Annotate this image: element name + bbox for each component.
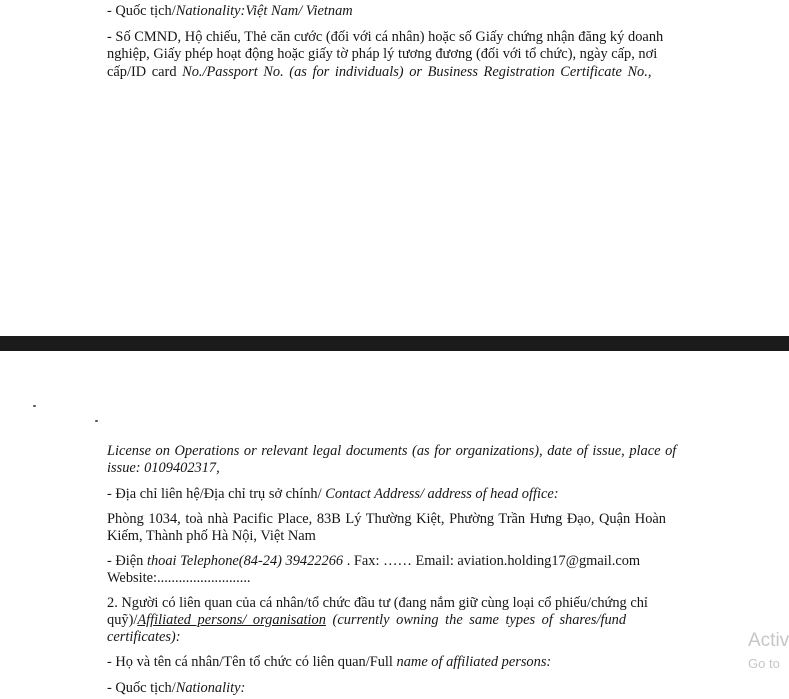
address-line-1: Phòng 1034, toà nhà Pacific Place, 83B Lý Thường Kiệt, Phường Trần Hưng Đạo, Quận Hoàn [107,511,666,527]
affiliated-name-line: - Họ và tên cá nhân/Tên tổ chức có liên quan/Full name of affiliated persons: [107,654,552,670]
scan-speck [95,420,98,422]
activation-watermark-title: Activ [748,630,789,651]
affiliated-line-1: 2. Người có liên quan của cá nhân/tổ chức đầu tư (đang nắm giữ cùng loại cổ phiếu/chứng chỉ [107,595,648,611]
phone-line: - Điện thoai Telephone(84-24) 39422266 . Fax: …… Email: aviation.holding17@gmail.com [107,553,641,569]
website-line: Website:.......................... [107,570,251,586]
page-break-bar [0,336,789,351]
address-line-2: Kiếm, Thành phố Hà Nội, Việt Nam [107,528,316,544]
id-line-2: nghiệp, Giấy phép hoạt động hoặc giấy tờ pháp lý tương đương (đối với tổ chức), ngày cấp, nơi [107,46,658,62]
address-label: - Địa chỉ liên hệ/Địa chỉ trụ sở chính/ Contact Address/ address of head office: [107,486,559,502]
license-line-2: issue: 0109402317, [107,460,220,476]
affiliated-line-2: quỹ)/Affiliated persons/ organisation (currently owning the same types of shares/fund [107,612,627,628]
nationality-line: - Quốc tịch/Nationality:Việt Nam/ Vietnam [107,3,353,19]
id-line-3: cấp/ID card No./Passport No. (as for individuals) or Business Registration Certificate No., [107,64,652,80]
scan-speck [33,405,36,407]
license-line-1: License on Operations or relevant legal documents (as for organizations), date of issue, place of [107,443,677,459]
nationality-line-2: - Quốc tịch/Nationality: [107,680,246,696]
affiliated-line-3: certificates): [107,629,181,645]
activation-watermark-subtitle: Go to [748,656,780,671]
id-line-1: - Số CMND, Hộ chiếu, Thẻ căn cước (đối với cá nhân) hoặc số Giấy chứng nhận đăng ký doanh [107,29,664,45]
